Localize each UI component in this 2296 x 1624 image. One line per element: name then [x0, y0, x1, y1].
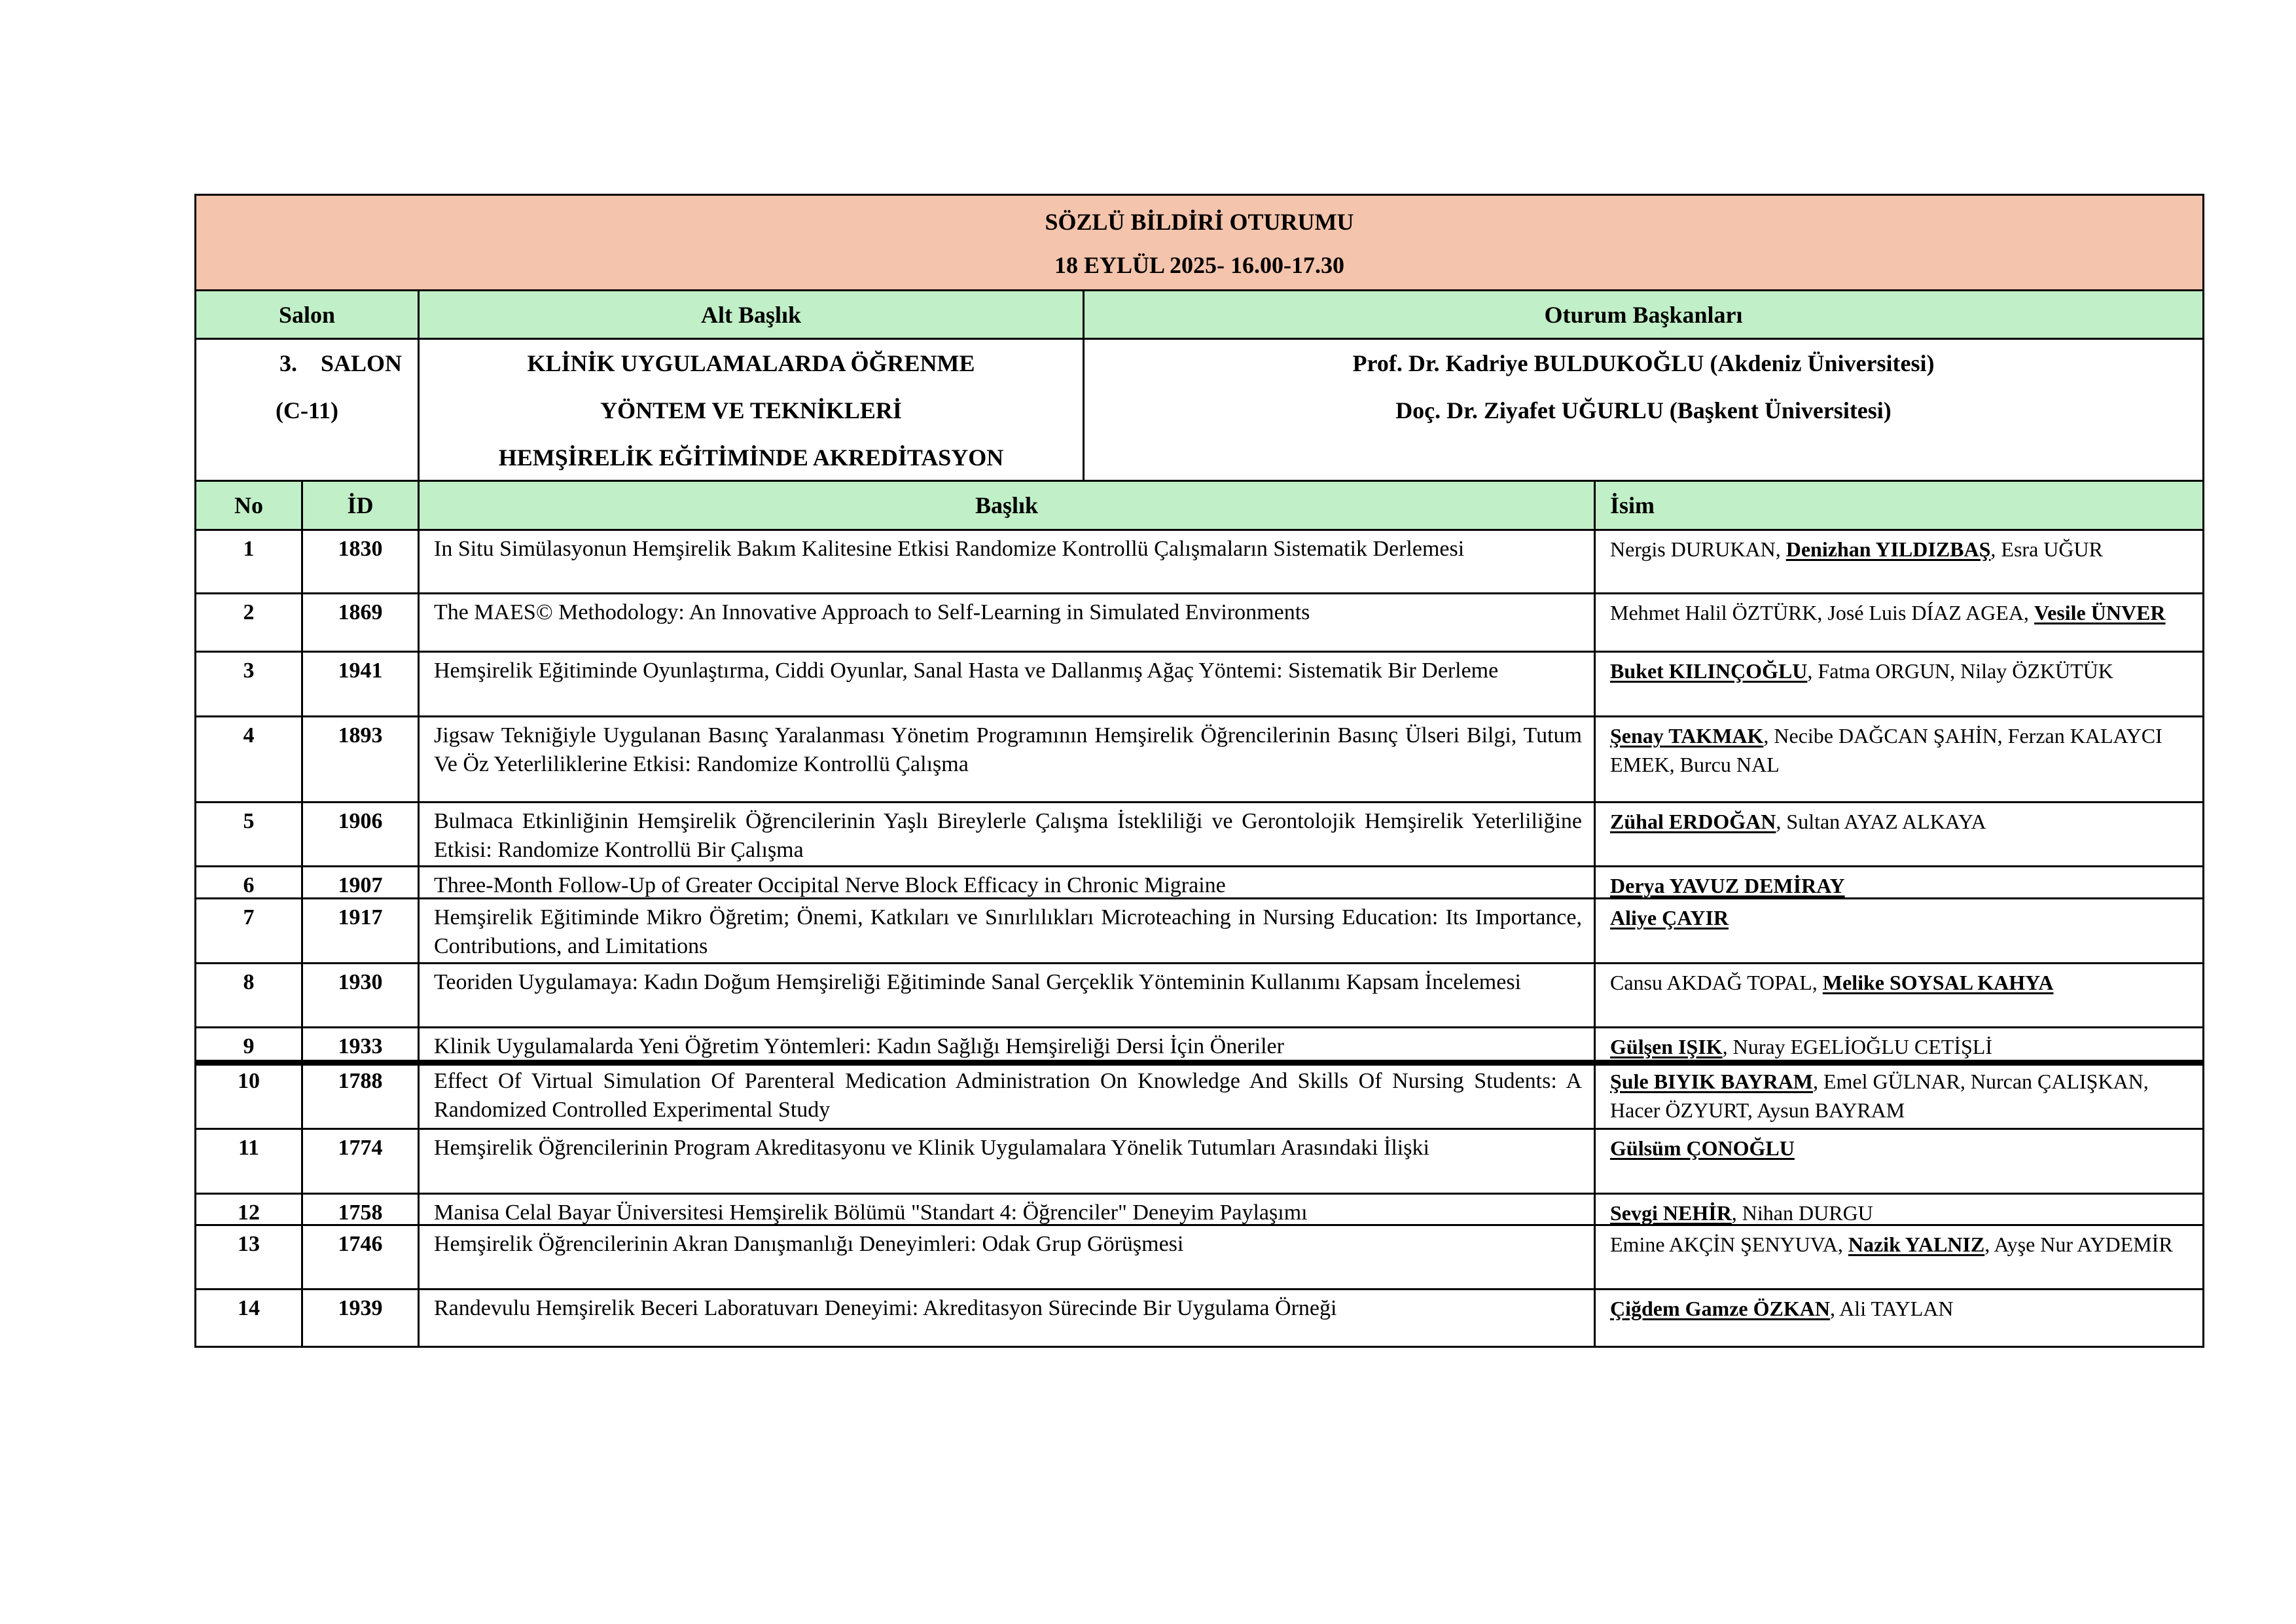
- row-number: 7: [194, 897, 303, 964]
- presentation-title: Effect Of Virtual Simulation Of Parenteral Medication Administration On Knowledge And Skills Of Nursing Students: A Randomized Controlled Experimental Study: [418, 1061, 1596, 1130]
- presenting-author: Gülsüm ÇONOĞLU: [1610, 1136, 1795, 1160]
- abstract-id: 1933: [301, 1026, 420, 1066]
- row-number: 11: [194, 1128, 303, 1195]
- abstract-id: 1830: [301, 529, 420, 594]
- presentation-title: The MAES© Methodology: An Innovative Approach to Self-Learning in Simulated Environments: [418, 592, 1596, 653]
- abstract-id: 1774: [301, 1128, 420, 1195]
- chair-1: Prof. Dr. Kadriye BULDUKOĞLU (Akdeniz Üniversitesi): [1352, 350, 1935, 376]
- presentation-title: In Situ Simülasyonun Hemşirelik Bakım Kalitesine Etkisi Randomize Kontrollü Çalışmaların Sistematik Derlemesi: [418, 529, 1596, 594]
- abstract-id: 1758: [301, 1193, 420, 1226]
- session-header: [194, 194, 2204, 291]
- author-list: [1594, 897, 2204, 964]
- presentation-title: Hemşirelik Öğrencilerinin Akran Danışmanlığı Deneyimleri: Odak Grup Görüşmesi: [418, 1224, 1596, 1290]
- presenting-author: Derya YAVUZ DEMİRAY: [1610, 874, 1845, 897]
- abstract-id: 1788: [301, 1061, 420, 1130]
- abstract-id: 1869: [301, 592, 420, 653]
- abstract-id: 1746: [301, 1224, 420, 1290]
- col-header-title: Başlık: [418, 480, 1596, 531]
- author-list: [1594, 529, 2204, 594]
- abstract-id: 1941: [301, 651, 420, 717]
- author-list: [1594, 865, 2204, 899]
- author-text: , Emel GÜLNAR, Nurcan ÇALIŞKAN, Hacer ÖZYURT, Aysun BAYRAM: [1610, 1070, 2149, 1122]
- subtitle-line-3: HEMŞİRELİK EĞİTİMİNDE AKREDİTASYON: [498, 444, 1004, 471]
- row-number: 8: [194, 962, 303, 1028]
- author-text: , Ali TAYLAN: [1829, 1297, 1954, 1320]
- salon-code: (C-11): [276, 397, 338, 424]
- presenting-author: Zühal ERDOĞAN: [1610, 810, 1776, 833]
- presentation-title: Three-Month Follow-Up of Greater Occipital Nerve Block Efficacy in Chronic Migraine: [418, 865, 1596, 899]
- subtitle-line-2: YÖNTEM VE TEKNİKLERİ: [600, 397, 902, 424]
- author-text: Cansu AKDAĞ TOPAL,: [1610, 971, 1823, 994]
- author-list: [1594, 1061, 2204, 1130]
- row-number: 14: [194, 1288, 303, 1348]
- presentation-title: Hemşirelik Eğitiminde Oyunlaştırma, Ciddi Oyunlar, Sanal Hasta ve Dallanmış Ağaç Yöntemi: Sistematik Bir Derleme: [418, 651, 1596, 717]
- author-list: [1594, 715, 2204, 803]
- author-text: , Nihan DURGU: [1731, 1201, 1873, 1225]
- presenting-author: Aliye ÇAYIR: [1610, 906, 1729, 929]
- author-list: [1594, 801, 2204, 867]
- presenting-author: Melike SOYSAL KAHYA: [1822, 971, 2054, 994]
- row-number: 13: [194, 1224, 303, 1290]
- author-text: Nergis DURUKAN,: [1610, 537, 1786, 561]
- col-header-authors: İsim: [1594, 480, 2204, 531]
- salon-header: Salon: [194, 289, 420, 340]
- col-header-no: No: [194, 480, 303, 531]
- presentation-title: Manisa Celal Bayar Üniversitesi Hemşirelik Bölümü "Standart 4: Öğrenciler" Deneyim Paylaşımı: [418, 1193, 1596, 1226]
- author-text: , Fatma ORGUN, Nilay ÖZKÜTÜK: [1807, 659, 2113, 683]
- row-number: 1: [194, 529, 303, 594]
- salon-number: 3. SALON: [279, 350, 402, 376]
- subtitle-header: Alt Başlık: [418, 289, 1085, 340]
- author-text: , Ayşe Nur AYDEMİR: [1984, 1233, 2173, 1256]
- subtitle-line-1: KLİNİK UYGULAMALARDA ÖĞRENME: [527, 350, 975, 376]
- abstract-id: 1893: [301, 715, 420, 803]
- row-number: 2: [194, 592, 303, 653]
- author-list: [1594, 1288, 2204, 1348]
- author-text: , Esra UĞUR: [1990, 537, 2103, 561]
- abstract-id: 1917: [301, 897, 420, 964]
- row-number: 10: [194, 1061, 303, 1130]
- presenting-author: Gülşen IŞIK: [1610, 1035, 1723, 1058]
- session-datetime: 18 EYLÜL 2025- 16.00-17.30: [1054, 252, 1345, 278]
- presentation-title: Randevulu Hemşirelik Beceri Laboratuvarı Deneyimi: Akreditasyon Sürecinde Bir Uygulama Örneği: [418, 1288, 1596, 1348]
- presenting-author: Çiğdem Gamze ÖZKAN: [1610, 1297, 1830, 1320]
- author-list: [1594, 962, 2204, 1028]
- presenting-author: Denizhan YILDIZBAŞ: [1785, 537, 1991, 561]
- row-number: 12: [194, 1193, 303, 1226]
- presenting-author: Buket KILINÇOĞLU: [1610, 659, 1808, 683]
- abstract-id: 1930: [301, 962, 420, 1028]
- presenting-author: Nazik YALNIZ: [1848, 1233, 1985, 1256]
- row-number: 6: [194, 865, 303, 899]
- author-list: [1594, 1193, 2204, 1226]
- col-header-id: İD: [301, 480, 420, 531]
- author-text: Mehmet Halil ÖZTÜRK, José Luis DÍAZ AGEA,: [1610, 601, 2034, 624]
- session-title: SÖZLÜ BİLDİRİ OTURUMU: [1045, 209, 1354, 235]
- chair-2: Doç. Dr. Ziyafet UĞURLU (Başkent Üniversitesi): [1395, 397, 1892, 424]
- author-text: Emine AKÇİN ŞENYUVA,: [1610, 1233, 1848, 1256]
- row-number: 3: [194, 651, 303, 717]
- abstract-id: 1907: [301, 865, 420, 899]
- presenting-author: Sevgi NEHİR: [1610, 1201, 1732, 1225]
- author-list: [1594, 1128, 2204, 1195]
- presenting-author: Şenay TAKMAK: [1610, 724, 1764, 748]
- author-text: , Necibe DAĞCAN ŞAHİN, Ferzan KALAYCI EMEK, Burcu NAL: [1610, 724, 2162, 776]
- row-number: 4: [194, 715, 303, 803]
- author-list: [1594, 1026, 2204, 1066]
- presentation-title: Bulmaca Etkinliğinin Hemşirelik Öğrencilerinin Yaşlı Bireylerle Çalışma İstekliliği ve Gerontolojik Hemşirelik Yeterliliğine Etkisi: Randomize Kontrollü Bir Çalışma: [418, 801, 1596, 867]
- presentation-title: Klinik Uygulamalarda Yeni Öğretim Yöntemleri: Kadın Sağlığı Hemşireliği Dersi İçin Öneriler: [418, 1026, 1596, 1066]
- author-list: [1594, 651, 2204, 717]
- author-list: [1594, 592, 2204, 653]
- author-list: [1594, 1224, 2204, 1290]
- chairs-cell: [1083, 338, 2204, 482]
- author-text: , Nuray EGELİOĞLU CETİŞLİ: [1722, 1035, 1992, 1058]
- row-number: 9: [194, 1026, 303, 1066]
- subtitle-cell: [418, 338, 1085, 482]
- presenting-author: Şule BIYIK BAYRAM: [1610, 1070, 1813, 1093]
- presentation-title: Teoriden Uygulamaya: Kadın Doğum Hemşireliği Eğitiminde Sanal Gerçeklik Yönteminin Kullanımı Kapsam İncelemesi: [418, 962, 1596, 1028]
- abstract-id: 1906: [301, 801, 420, 867]
- chairs-header: Oturum Başkanları: [1083, 289, 2204, 340]
- abstract-id: 1939: [301, 1288, 420, 1348]
- author-text: , Sultan AYAZ ALKAYA: [1776, 810, 1986, 833]
- presenting-author: Vesile ÜNVER: [2034, 601, 2166, 624]
- salon-cell: [194, 338, 420, 482]
- row-number: 5: [194, 801, 303, 867]
- presentation-title: Jigsaw Tekniğiyle Uygulanan Basınç Yaralanması Yönetim Programının Hemşirelik Öğrencilerinin Basınç Ülseri Bilgi, Tutum Ve Öz Yeterliliklerine Etkisi: Randomize Kontrollü Çalışma: [418, 715, 1596, 803]
- presentation-title: Hemşirelik Öğrencilerinin Program Akreditasyonu ve Klinik Uygulamalara Yönelik Tutumları Arasındaki İlişki: [418, 1128, 1596, 1195]
- presentation-title: Hemşirelik Eğitiminde Mikro Öğretim; Önemi, Katkıları ve Sınırlılıkları Microteaching in Nursing Education: Its Importance, Contributions, and Limitations: [418, 897, 1596, 964]
